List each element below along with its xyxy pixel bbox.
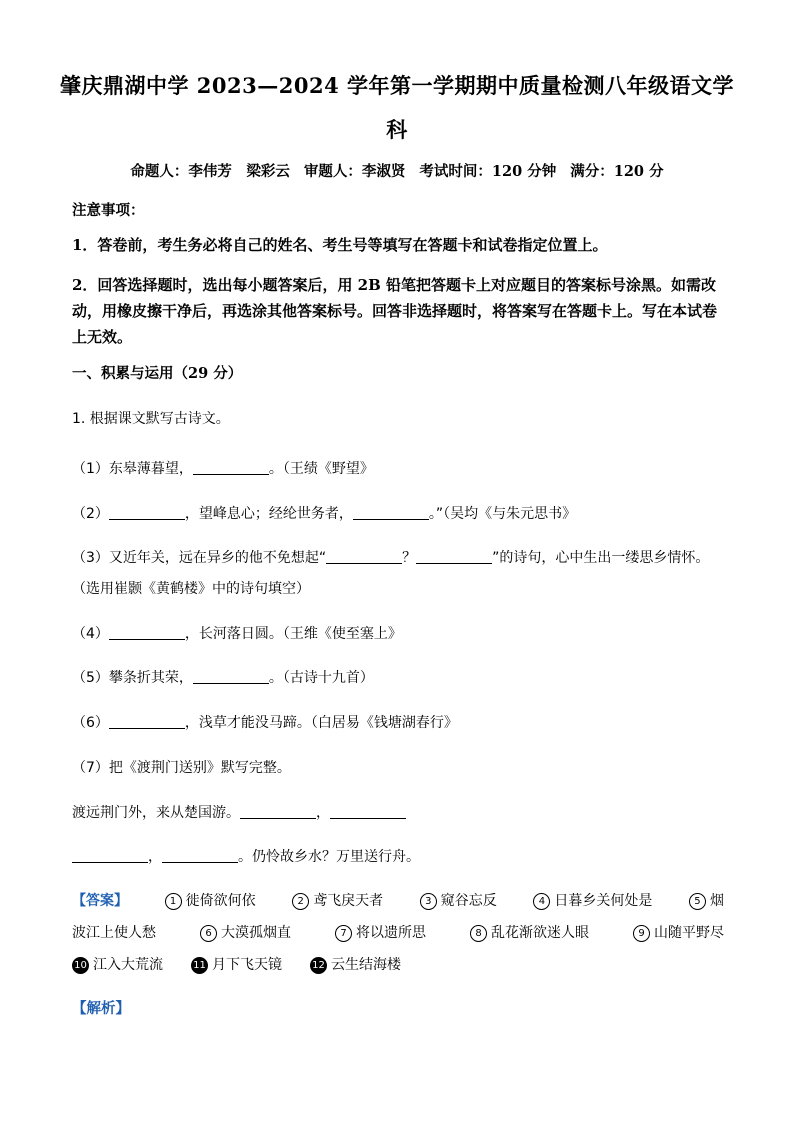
q1-item-1-text-b: 。（王绩《野望》: [268, 461, 374, 477]
circled-number-icon: 10: [72, 957, 89, 974]
answer-tag: 【答案】: [72, 893, 128, 909]
q1-item-6: [72, 712, 732, 732]
exam-time: 考试时间：120 分钟: [419, 163, 557, 180]
answer-item: 2 鸢飞戾天者: [292, 890, 383, 910]
q1-item-3-text-a: （3）又近年关，远在异乡的他不免想起“: [72, 550, 327, 566]
q1-item-4: [72, 623, 732, 643]
answer-item: 3 窥谷忘反: [420, 890, 497, 910]
answer-item: 9 山随平野尽: [633, 922, 724, 942]
q1-item-4-text-a: （4）: [72, 626, 109, 642]
notice-item-2: 2．回答选择题时，选出每小题答案后，用 2B 铅笔把答题卡上对应题目的答案标号涂黑。如需改动，用橡皮擦干净后，再选涂其他答案标号。回答非选择题时，将答案写在答题卡上。写在本试卷上无效。: [72, 276, 718, 346]
q1-item-7-line-1: [72, 802, 732, 822]
answer-blank[interactable]: [326, 548, 402, 564]
q1-item-7-line-2-comma: ，: [148, 849, 162, 865]
reviewer: 审题人：李淑贤: [303, 163, 406, 180]
q1-item-7: （7）把《渡荆门送别》默写完整。: [72, 760, 291, 776]
answer-row-2: [72, 922, 724, 942]
q1-item-2: [72, 503, 732, 523]
q1-item-2-text-c: 。”（吴均《与朱元思书》: [428, 506, 577, 522]
answer-item: 8 乱花渐欲迷人眼: [470, 922, 589, 942]
notice-heading: 注意事项：: [72, 202, 145, 219]
q1-item-7-line-2: [72, 846, 732, 866]
answer-item: 7 将以遗所思: [335, 922, 426, 942]
q1-item-7-line-1-text: 渡远荆门外，来从楚国游。: [72, 805, 240, 821]
circled-number-icon: 11: [191, 957, 208, 974]
answer-item: 4 日暮乡关何处是: [533, 890, 652, 910]
exam-title-line2: 科: [386, 117, 408, 142]
circled-number-icon: 9: [633, 925, 650, 942]
answer-blank[interactable]: [109, 713, 185, 729]
q1-item-3: [72, 547, 732, 567]
circled-number-icon: 8: [470, 925, 487, 942]
q1-item-4-text-b: ，长河落日圆。（王维《使至塞上》: [184, 626, 402, 642]
answer-item: 11 月下飞天镜: [191, 954, 282, 974]
q1-item-5-text-b: 。（古诗十九首）: [268, 670, 374, 686]
question-1-intro: 1. 根据课文默写古诗文。: [72, 411, 230, 427]
answer-blank[interactable]: [416, 548, 492, 564]
q1-item-5: [72, 667, 732, 687]
section-heading: 一、积累与运用（29 分）: [72, 365, 243, 382]
q1-item-3-text-b: ？: [402, 550, 417, 566]
q1-item-2-text-b: ，望峰息心；经纶世务者，: [184, 506, 353, 522]
q1-item-5-text-a: （5）攀条折其荣，: [72, 670, 193, 686]
analysis-tag: 【解析】: [72, 1000, 130, 1017]
circled-number-icon: 1: [165, 893, 182, 910]
circled-number-icon: 2: [292, 893, 309, 910]
answer-item: 10 江入大荒流: [72, 954, 163, 974]
q1-item-3-text-c: ”的诗句，心中生出一缕思乡情怀。: [492, 550, 710, 566]
q1-item-3-note: （选用崔颢《黄鹤楼》中的诗句填空）: [72, 581, 310, 597]
full-score: 满分：120 分: [570, 163, 664, 180]
answer-blank[interactable]: [193, 459, 269, 475]
answer-blank[interactable]: [193, 668, 269, 684]
answer-item: 1 徙倚欲何依: [165, 890, 256, 910]
circled-number-icon: 6: [200, 925, 217, 942]
answer-item: 12 云生结海楼: [310, 954, 401, 974]
q1-item-7-line-2-text: 。仍怜故乡水？万里送行舟。: [238, 849, 420, 865]
q1-item-6-text-b: ，浅草才能没马蹄。（白居易《钱塘湖春行》: [184, 715, 458, 731]
circled-number-icon: 4: [533, 893, 550, 910]
answer-item-continued: 波江上使人愁: [72, 925, 156, 941]
answer-row-3: [72, 954, 724, 974]
circled-number-icon: 3: [420, 893, 437, 910]
exam-title-line1: 肇庆鼎湖中学 2023—2024 学年第一学期期中质量检测八年级语文学: [60, 73, 735, 98]
answer-blank[interactable]: [162, 847, 238, 863]
circled-number-icon: 12: [310, 957, 327, 974]
answer-blank[interactable]: [72, 847, 148, 863]
answer-blank[interactable]: [353, 504, 429, 520]
q1-item-7-line-1-comma: ，: [316, 805, 330, 821]
q1-item-1-text-a: （1）东皋薄暮望，: [72, 461, 193, 477]
answer-row-1: [72, 890, 724, 910]
answer-item: 6 大漠孤烟直: [200, 922, 291, 942]
answer-item: 5 烟: [689, 890, 724, 910]
exam-meta: [60, 160, 734, 181]
setters: 命题人：李伟芳 梁彩云: [130, 163, 290, 180]
q1-item-6-text-a: （6）: [72, 715, 109, 731]
answer-blank[interactable]: [109, 504, 185, 520]
answer-blank[interactable]: [109, 624, 185, 640]
circled-number-icon: 7: [335, 925, 352, 942]
answer-blank[interactable]: [330, 803, 406, 819]
q1-item-2-text-a: （2）: [72, 506, 109, 522]
q1-item-1: [72, 458, 732, 478]
answer-blank[interactable]: [240, 803, 316, 819]
circled-number-icon: 5: [689, 893, 706, 910]
notice-item-1: 1．答卷前，考生务必将自己的姓名、考生号等填写在答题卡和试卷指定位置上。: [72, 236, 608, 254]
